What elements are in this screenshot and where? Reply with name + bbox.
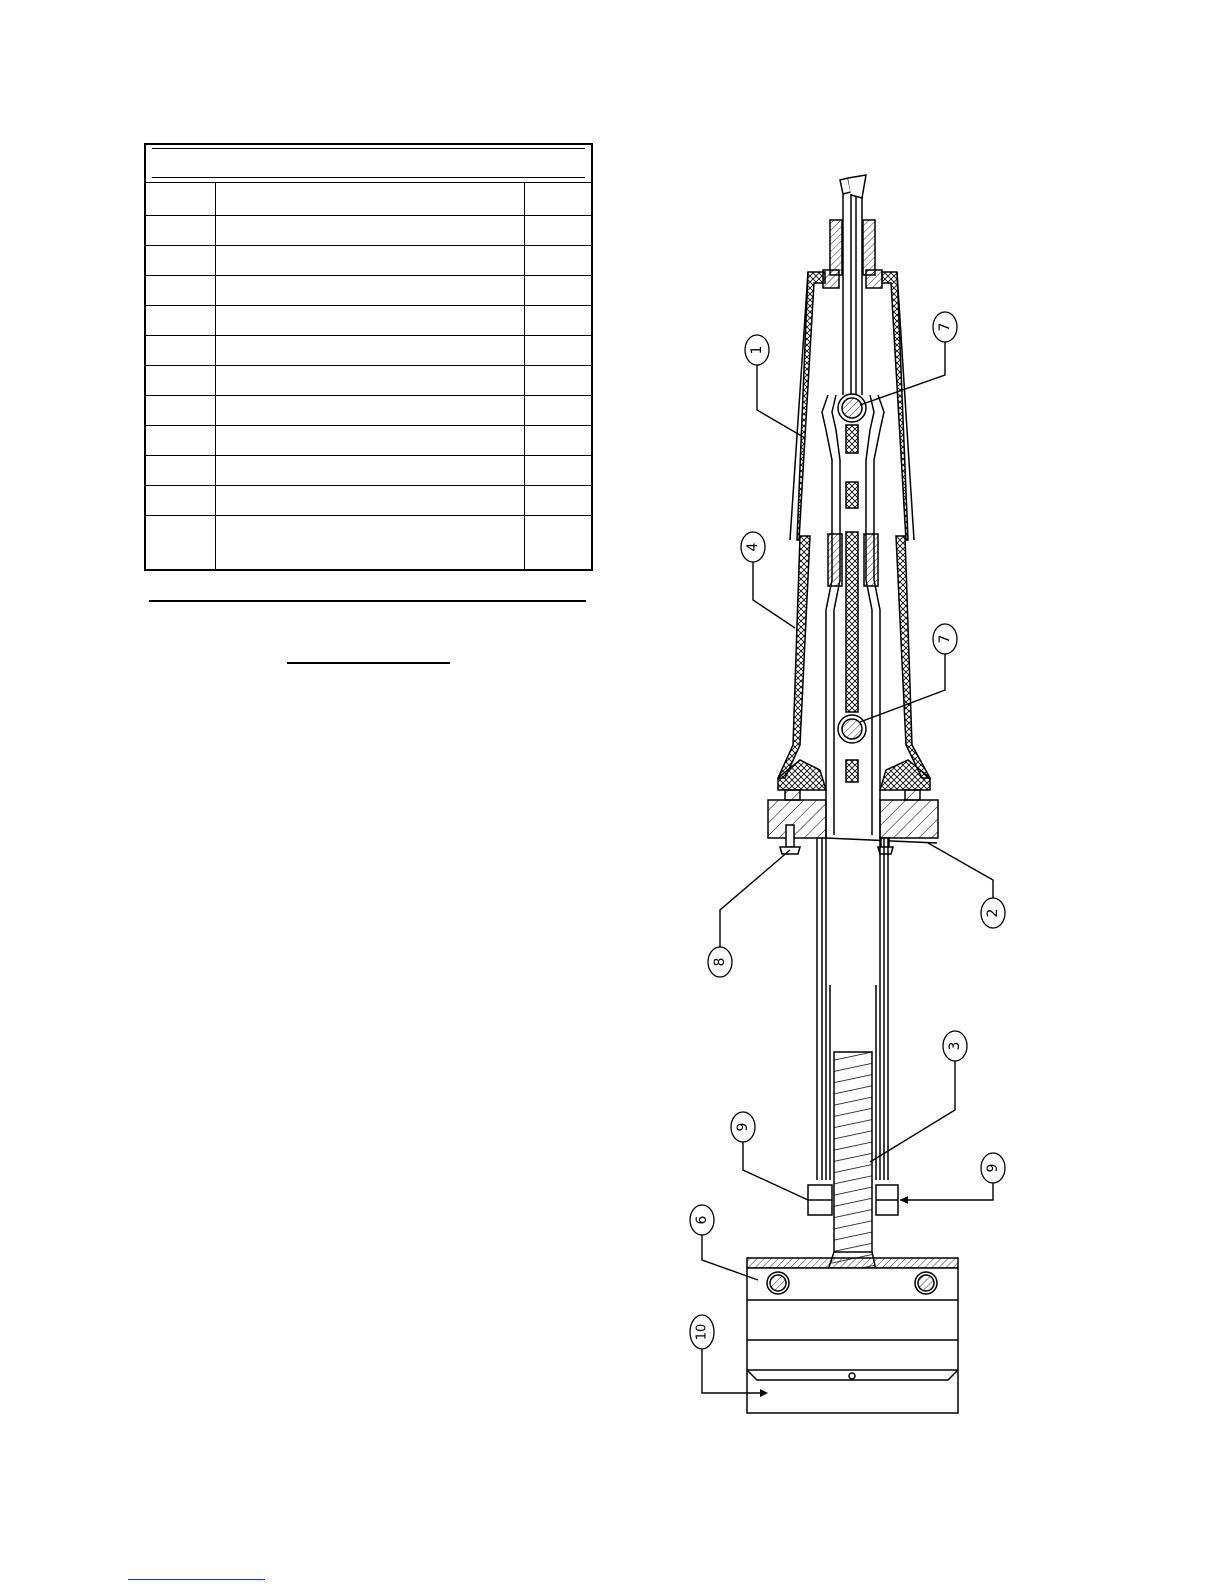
row-qty [526,396,591,425]
row-qty [526,516,591,570]
callout-7-lower [933,624,957,654]
table-row [146,336,591,366]
callout-2 [981,898,1005,928]
row-description [217,306,525,335]
row-qty [526,486,591,515]
svg-text:1: 1 [749,345,765,355]
callout-9-left [731,1112,755,1142]
table-title-rule-bottom [152,177,585,178]
row-description [217,336,525,365]
header-item [146,183,216,215]
callout-4 [741,532,765,562]
row-description [217,456,525,485]
svg-text:9: 9 [735,1122,751,1132]
callout-9-right [981,1153,1005,1183]
table-title-rule-top [152,148,585,149]
table-row [146,396,591,426]
row-item [146,396,216,425]
pin-upper [838,394,866,422]
svg-text:3: 3 [947,1041,963,1051]
row-item [146,336,216,365]
parts-table [144,143,593,571]
threaded-rod [828,1052,876,1270]
svg-text:9: 9 [985,1163,1001,1173]
row-qty [526,426,591,455]
svg-text:4: 4 [745,542,761,552]
callout-6 [690,1205,714,1235]
row-qty [526,246,591,275]
row-item [146,516,216,570]
row-item [146,426,216,455]
row-description [217,366,525,395]
table-row [146,216,591,246]
table-title-band [146,145,591,182]
row-item [146,276,216,305]
table-grid [146,182,591,569]
row-item [146,306,216,335]
table-row [146,516,591,570]
svg-text:7: 7 [937,322,953,332]
row-item [146,456,216,485]
table-row [146,486,591,516]
table-row [146,456,591,486]
header-description [217,183,525,215]
svg-text:10: 10 [694,1323,710,1341]
callout-8 [708,947,732,977]
row-qty [526,306,591,335]
header-qty [526,183,591,215]
row-description [217,216,525,245]
callout-7-upper [933,312,957,342]
cable-leads [840,175,866,395]
row-description [217,516,525,570]
row-description [217,486,525,515]
diagram-title [287,640,450,664]
row-item [146,246,216,275]
row-item [146,366,216,395]
table-row [146,246,591,276]
row-description [217,276,525,305]
callout-10 [690,1315,714,1349]
base-block [747,1258,958,1413]
svg-text:7: 7 [937,634,953,644]
pin-lower [838,715,866,743]
table-header-row [146,183,591,216]
row-item [146,216,216,245]
row-qty [526,456,591,485]
row-qty [526,336,591,365]
row-description [217,396,525,425]
cross-section-drawing [640,160,1060,1420]
table-row [146,306,591,336]
callout-1 [745,335,769,365]
svg-text:8: 8 [712,957,728,967]
table-row [146,366,591,396]
svg-text:6: 6 [694,1215,710,1225]
table-row [146,426,591,456]
callout-3 [943,1031,967,1061]
table-row [146,276,591,306]
svg-text:2: 2 [985,908,1001,918]
separator-rule [149,600,586,602]
cable-gland [823,220,882,288]
row-qty [526,216,591,245]
row-qty [526,366,591,395]
row-qty [526,276,591,305]
bottom-link[interactable] [128,1567,265,1580]
row-description [217,246,525,275]
row-item [146,486,216,515]
row-description [217,426,525,455]
